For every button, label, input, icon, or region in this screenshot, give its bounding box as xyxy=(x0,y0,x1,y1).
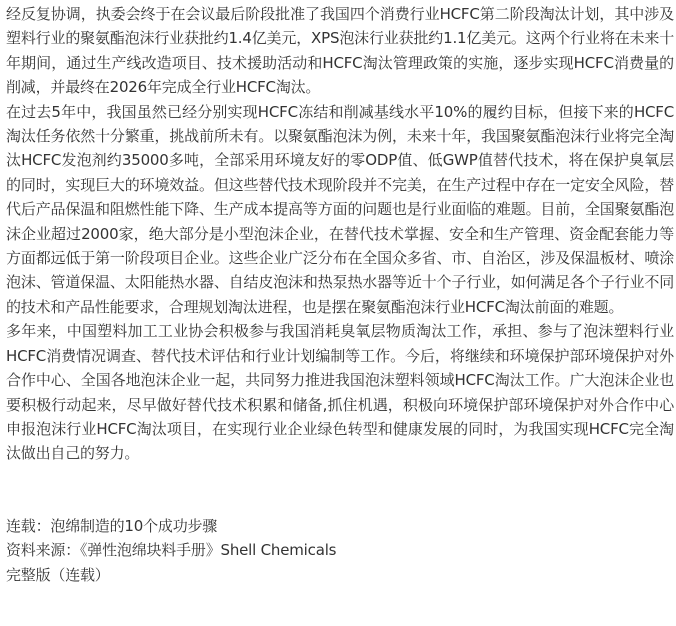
paragraph-challenges: 在过去5年中，我国虽然已经分别实现HCFC冻结和削减基线水平10%的履约目标，但接下来的HCFC淘汰任务依然十分繁重，挑战前所未有。以聚氨酯泡沫为例，未来十年，我国聚氨酯泡沫行业将完全淘汰HCFC发泡剂约35000多吨，全部采用环境友好的零ODP值、低GWP值替代技术，将在保护臭氧层的同时，实现巨大的环境效益。但这些替代技术现阶段并不完美，在生产过程中存在一定安全风险，替代后产品保温和阻燃性能下降、生产成本提高等方面的问题也是行业面临的难题。目前，全国聚氨酯泡沫企业超过2000家，绝大部分是小型泡沫企业，在替代技术掌握、安全和生产管理、资金配套能力等方面都远低于第一阶段项目企业。这些企业广泛分布在全国众多省、市、自治区，涉及保温板材、喷涂泡沫、管道保温、太阳能热水器、自结皮泡沫和热泵热水器等近十个子行业，如何满足各个子行业不同的技术和产品性能要求，合理规划淘汰进程，也是摆在聚氨酯泡沫行业HCFC淘汰前面的难题。 xyxy=(6,102,674,316)
article-footer xyxy=(6,514,674,587)
source-line: 资料来源：《弹性泡绵块料手册》Shell Chemicals xyxy=(6,541,337,560)
serial-line: 连载：泡绵制造的10个成功步骤 xyxy=(6,516,218,535)
edition-line: 完整版（连载） xyxy=(6,565,110,584)
article-body xyxy=(6,2,674,587)
paragraph-approval: 经反复协调，执委会终于在会议最后阶段批准了我国四个消费行业HCFC第二阶段淘汰计划，其中涉及塑料行业的聚氨酯泡沫行业获批约1.4亿美元，XPS泡沫行业获批约1.1亿美元。这两个行业将在未来十年期间，通过生产线改造项目、技术援助活动和HCFC淘汰管理政策的实施，逐步实现HCFC消费量的削减，并最终在2026年完成全行业HCFC淘汰。 xyxy=(6,5,674,97)
paragraph-association: 多年来，中国塑料加工工业协会积极参与我国消耗臭氧层物质淘汰工作，承担、参与了泡沫塑料行业HCFC消费情况调查、替代技术评估和行业计划编制等工作。今后，将继续和环境保护部环境保护对外合作中心、全国各地泡沫企业一起，共同努力推进我国泡沫塑料领域HCFC淘汰工作。广大泡沫企业也要积极行动起来，尽早做好替代技术积累和储备,抓住机遇，积极向环境保护部环境保护对外合作中心申报泡沫行业HCFC淘汰项目，在实现行业企业绿色转型和健康发展的同时，为我国实现HCFC完全淘汰做出自己的努力。 xyxy=(6,322,674,463)
spacer xyxy=(6,466,674,514)
